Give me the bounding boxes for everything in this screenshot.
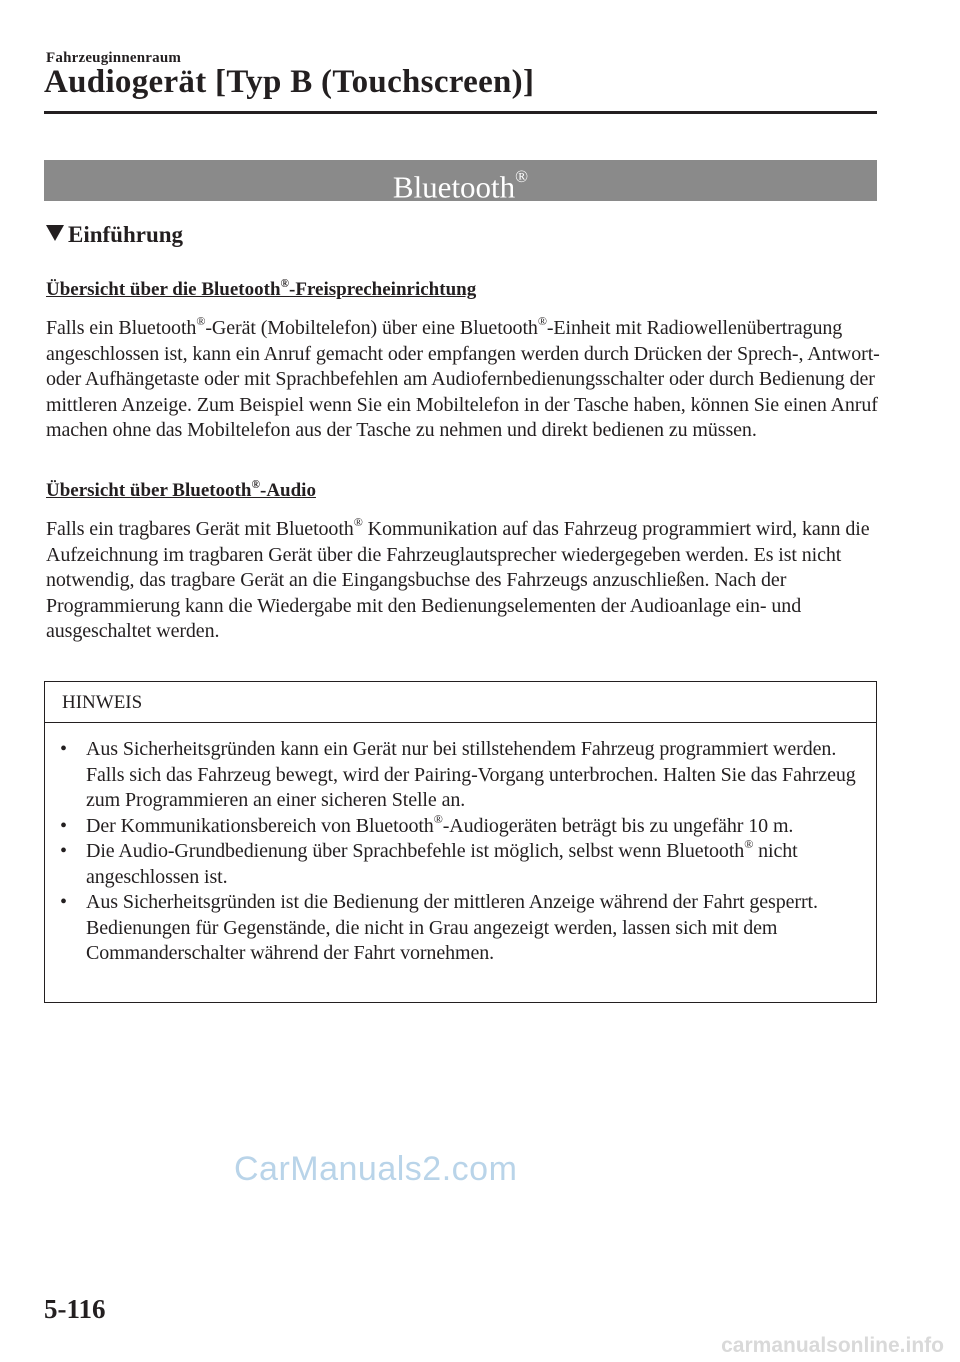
registered-mark: ® — [515, 167, 529, 186]
paragraph-text: -Gerät (Mobiltelefon) über eine Bluetooth — [205, 317, 538, 339]
subsection-title: Einführung — [68, 222, 184, 247]
registered-mark: ® — [537, 314, 547, 329]
note-item — [45, 890, 876, 967]
bullet-icon: • — [60, 814, 67, 837]
chapter-title: Audiogerät [Typ B (Touchscreen)] — [44, 64, 535, 100]
registered-mark: ® — [196, 314, 206, 329]
title-rule — [44, 111, 877, 114]
note-text: Die Audio-Grundbedienung über Sprachbefehle ist möglich, selbst wenn Bluetooth — [86, 840, 745, 862]
heading-text: Übersicht über Bluetooth — [46, 480, 252, 501]
note-text: Aus Sicherheitsgründen kann ein Gerät nur bei stillstehendem Fahrzeug programmiert werden. Falls sich das Fahrzeug bewegt, wird der Pairing-Vorgang unterbrochen. Halten Sie das Fahrzeug zum Programmieren an einer sicheren Stelle an. — [86, 738, 856, 811]
section-title: Bluetooth — [392, 169, 516, 205]
handsfree-paragraph — [46, 316, 886, 444]
registered-mark: ® — [433, 811, 443, 826]
note-item — [45, 839, 876, 890]
registered-mark: ® — [251, 478, 260, 491]
section-title-band — [44, 160, 877, 205]
note-text: Der Kommunikationsbereich von Bluetooth — [86, 814, 434, 837]
paragraph-text: Falls ein tragbares Gerät mit Bluetooth — [46, 518, 354, 540]
audio-heading — [46, 480, 316, 502]
registered-mark: ® — [744, 837, 754, 852]
bullet-icon: • — [60, 891, 67, 913]
bullet-icon: • — [60, 840, 67, 862]
paragraph-text: -Einheit mit Radiowellenübertragung angeschlossen ist, kann ein Anruf gemacht oder empfangen werden durch Drücken der Sprech-, Antwort- oder Aufhängetaste oder mit Sprachbefehlen am Audiofernbedienungsschalter oder durch Bedienung der mittleren Anzeige. Zum Beispiel wenn Sie ein Mobiltelefon in der Tasche haben, können Sie einen Anruf machen ohne das Mobiltelefon aus der Tasche zu nehmen und direkt bedienen zu müssen. — [46, 317, 880, 441]
note-text: nicht angeschlossen ist. — [86, 840, 798, 888]
note-list — [45, 723, 876, 967]
heading-text: -Audio — [260, 480, 316, 501]
note-box — [44, 681, 877, 1003]
handsfree-heading — [46, 279, 476, 301]
note-item — [45, 737, 876, 814]
paragraph-text: Falls ein Bluetooth — [46, 317, 197, 339]
subsection-heading — [46, 222, 183, 248]
registered-mark: ® — [353, 515, 363, 530]
breadcrumb: Fahrzeuginnenraum — [46, 50, 182, 66]
page-number: 5-116 — [44, 1294, 106, 1324]
heading-text: -Freisprecheinrichtung — [289, 279, 477, 300]
registered-mark: ® — [280, 277, 290, 290]
bullet-icon: • — [60, 738, 67, 760]
note-item — [45, 811, 876, 840]
note-title: HINWEIS — [45, 682, 876, 723]
note-text: Aus Sicherheitsgründen ist die Bedienung der mittleren Anzeige während der Fahrt gesperrt. Bedienungen für Gegenstände, die nicht in Grau angezeigt werden, lassen sich mit dem Commanderschalter während der Fahrt vornehmen. — [86, 891, 818, 964]
watermark-logo: CarManuals2.com — [234, 1150, 518, 1188]
audio-paragraph — [46, 517, 886, 645]
heading-text: Übersicht über die Bluetooth — [46, 279, 281, 300]
note-text: -Audiogeräten beträgt bis zu ungefähr 10 m. — [442, 814, 794, 837]
footer-watermark-link[interactable]: carmanualsonline.info — [721, 1334, 944, 1357]
triangle-down-icon — [46, 225, 64, 241]
paragraph-text: Kommunikation auf das Fahrzeug programmiert wird, kann die Aufzeichnung im tragbaren Gerät über die Fahrzeuglautsprecher wiedergegeben werden. Es ist nicht notwendig, das tragbare Gerät an die Eingangsbuchse des Fahrzeugs anzuschließen. Nach der Programmierung kann die Wiedergabe mit den Bedienungselementen der Audioanlage ein- und ausgeschaltet werden. — [46, 518, 870, 642]
